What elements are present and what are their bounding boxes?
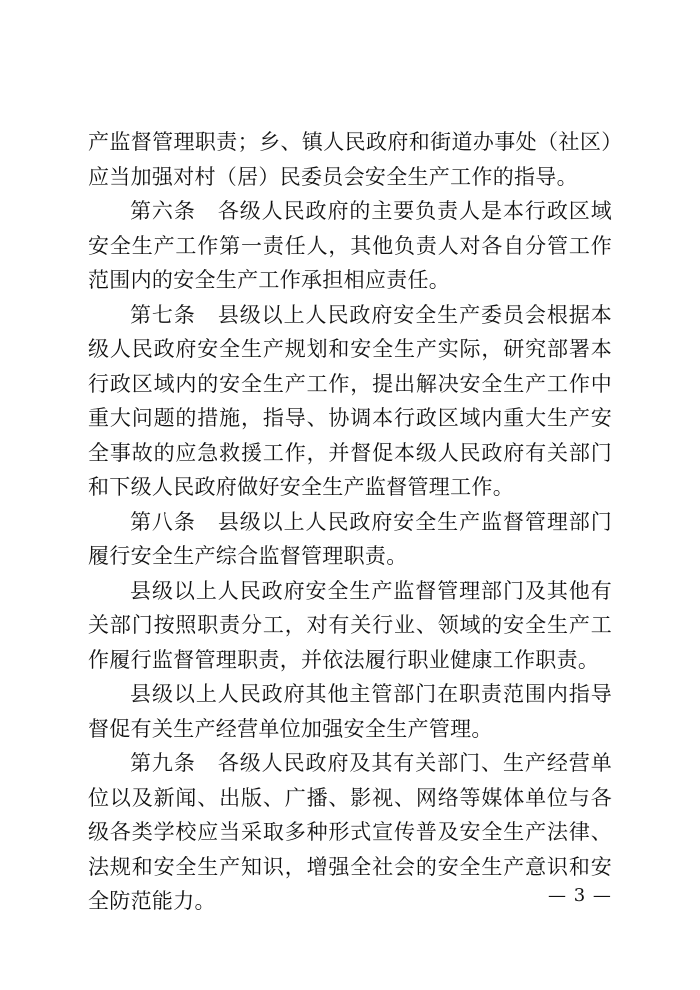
document-body: [88, 125, 612, 919]
article-9-heading: 第九条: [130, 751, 196, 775]
article-6-heading: 第六条: [130, 199, 196, 223]
article-7-paragraph: [88, 298, 612, 505]
article-9-paragraph: [88, 746, 612, 919]
article-8-paragraph: [88, 505, 612, 574]
article-8-text: 县级以上人民政府安全生产监督管理部门履行安全生产综合监督管理职责。: [88, 509, 612, 568]
article-6-text: 各级人民政府的主要负责人是本行政区域安全生产工作第一责任人，其他负责人对各自分管工作范围内的安全生产工作承担相应责任。: [88, 199, 612, 292]
article-8-clause-3-text: 县级以上人民政府其他主管部门在职责范围内指导督促有关生产经营单位加强安全生产管理。: [88, 682, 612, 741]
article-6-paragraph: [88, 194, 612, 298]
article-7-text: 县级以上人民政府安全生产委员会根据本级人民政府安全生产规划和安全生产实际，研究部署本行政区域内的安全生产工作，提出解决安全生产工作中重大问题的措施，指导、协调本行政区域内重大生产安全事故的应急救援工作，并督促本级人民政府有关部门和下级人民政府做好安全生产监督管理工作。: [88, 302, 612, 499]
article-9-text: 各级人民政府及其有关部门、生产经营单位以及新闻、出版、广播、影视、网络等媒体单位与各级各类学校应当采取多种形式宣传普及安全生产法律、法规和安全生产知识，增强全社会的安全生产意识和安全防范能力。: [88, 751, 612, 913]
article-8-clause-2: [88, 574, 612, 678]
paragraph-continuation: [88, 125, 612, 194]
page-number: — 3 —: [548, 885, 612, 906]
article-8-heading: 第八条: [130, 509, 196, 534]
article-7-heading: 第七条: [130, 302, 196, 327]
article-8-clause-2-text: 县级以上人民政府安全生产监督管理部门及其他有关部门按照职责分工，对有关行业、领域的安全生产工作履行监督管理职责，并依法履行职业健康工作职责。: [88, 578, 612, 672]
paragraph-text: 产监督管理职责；乡、镇人民政府和街道办事处（社区）应当加强对村（居）民委员会安全生产工作的指导。: [88, 130, 612, 189]
article-8-clause-3: [88, 677, 612, 746]
